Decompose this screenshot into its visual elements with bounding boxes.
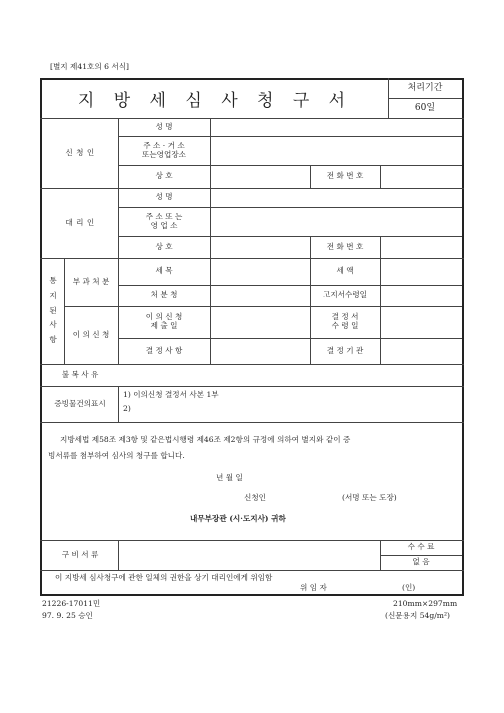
delegator-label: 위 임 자 [300, 583, 327, 592]
agent-trade-name-label: 상 호 [155, 241, 173, 251]
imposition-label: 부 과 처 분 [72, 276, 110, 286]
applicant-name-label: 성 명 [155, 121, 173, 131]
delegator-seal: (인) [402, 583, 416, 592]
required-documents-label: 구 비 서 류 [61, 549, 99, 559]
applicant-phone-label: 전 화 번 호 [326, 171, 364, 181]
appeal-reason-label: 불 복 사 유 [61, 369, 99, 379]
tax-amount-label: 세 액 [336, 266, 354, 276]
evidence-label: 증빙물건의표시 [54, 398, 106, 408]
objection-submit-label-1: 이 의 신 청 [145, 312, 183, 322]
decision-received-label-1: 결 정 서 [331, 312, 359, 322]
agent-phone-label: 전 화 번 호 [326, 241, 364, 251]
evidence-item-1: 1) 이의신청 결정서 사본 1부 [123, 390, 219, 399]
frame-right [462, 78, 464, 595]
objection-submit-label-2: 제 출 일 [150, 321, 178, 330]
agent-address-label-2: 영 업 소 [150, 220, 178, 230]
notice-section-label: 통 지 된 사 항 [49, 276, 57, 345]
evidence-item-2: 2) [123, 404, 131, 413]
processing-period-value: 60일 [414, 102, 436, 113]
frame-bottom [40, 594, 464, 596]
agent-address-label-1: 주 소 또 는 [145, 211, 183, 221]
statement-line-2: 빙서류를 첨부하여 심사의 청구를 합니다. [48, 451, 185, 460]
paper-type: (신문용지 54g/m²) [385, 611, 451, 620]
application-date: 년 월 일 [216, 473, 243, 482]
applicant-address-label-2: 또는영업장소 [141, 149, 186, 159]
tax-item-label: 세 목 [155, 266, 173, 276]
decision-matter-label: 결 정 사 항 [145, 345, 183, 355]
decision-received-label-2: 수 령 일 [331, 321, 359, 330]
objection-label: 이 의 신 청 [72, 329, 110, 339]
notice-received-date-label: 고지서수령일 [322, 290, 367, 300]
decision-agency-label: 결 정 기 관 [326, 345, 364, 355]
delegation-text: 이 지방세 심사청구에 관한 일체의 권한을 상기 대리인에게 위임함 [55, 573, 273, 582]
applicant-seal: (서명 또는 도장) [342, 493, 397, 502]
addressee: 내무부장관 (시·도지사) 귀하 [190, 514, 286, 523]
statement-line-1: 지방세법 제58조 제3항 및 같은법시행령 제46조 제2항의 규정에 의하여 별지와 같이 증 [60, 435, 351, 444]
form-number: [별지 제41호의 6 서식] [50, 62, 130, 71]
fee-value: 없 음 [412, 557, 430, 567]
disposal-office-label: 처 분 청 [150, 290, 178, 300]
form-title: 지 방 세 심 사 청 구 서 [77, 90, 353, 111]
fee-label: 수 수 료 [407, 542, 435, 552]
processing-period-label: 처리기간 [407, 82, 443, 93]
agent-name-label: 성 명 [155, 192, 173, 202]
applicant-section-label: 신 청 인 [65, 147, 95, 157]
applicant-address-label-1: 주 소 · 거 소 [143, 140, 185, 150]
approval-date: 97. 9. 25 승인 [42, 611, 93, 620]
agent-section-label: 대 리 인 [65, 217, 95, 227]
applicant-trade-name-label: 상 호 [155, 171, 173, 181]
form-code: 21226-17011민 [42, 599, 101, 608]
applicant-sign-label: 신청인 [244, 493, 267, 502]
paper-size: 210mm×297mm [393, 599, 458, 608]
